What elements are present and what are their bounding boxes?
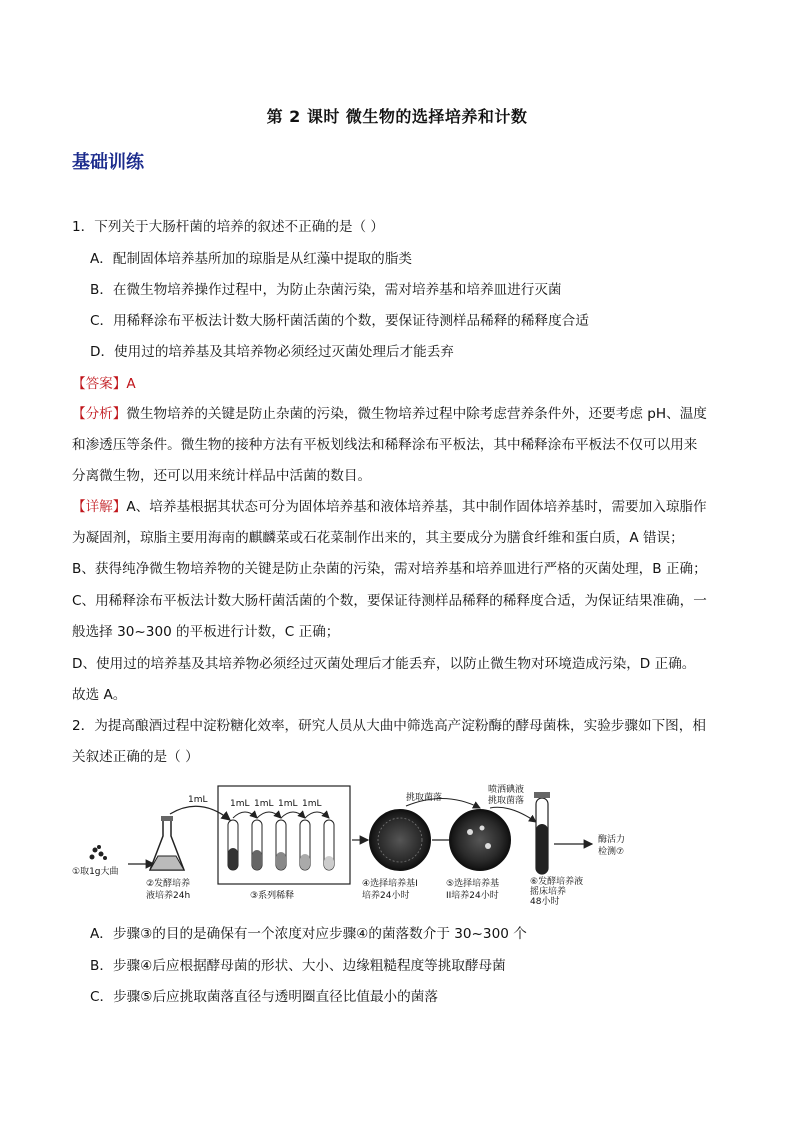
step-4-label-line-1: ④选择培养基I [362, 879, 418, 889]
experiment-diagram [70, 784, 720, 906]
detail-line-5: 般选择 30~300 的平板进行计数，C 正确； [72, 624, 340, 640]
question-2-option-a: A．步骤③的目的是确保有一个浓度对应步骤④的菌落数介于 30~300 个 [90, 926, 527, 942]
detail-text: A、培养基根据其状态可分为固体培养基和液体培养基，其中制作固体培养基时，需要加入琼脂作 [126, 499, 707, 515]
detail-line-2: 为凝固剂，琼脂主要用海南的麒麟菜或石花菜制作出来的，其主要成分为膳食纤维和蛋白质，A 错误； [72, 530, 684, 546]
step-6-label-line-1: ⑥发酵培养液 [530, 877, 584, 887]
dilution-volume-label-1: 1mL [230, 799, 250, 809]
question-2-stem-line-1: 2．为提高酿酒过程中淀粉糖化效率，研究人员从大曲中筛选高产淀粉酶的酵母菌株，实验步骤如下图，相 [72, 718, 706, 734]
analysis-line-2: 和渗透压等条件。微生物的接种方法有平板划线法和稀释涂布平板法，其中稀释涂布平板法不仅可以用来 [72, 437, 698, 453]
detail-tag: 【详解】 [72, 499, 127, 515]
answer-line [72, 375, 136, 393]
petri-dish-2-icon [450, 810, 510, 870]
question-2-option-b: B．步骤④后应根据酵母菌的形状、大小、边缘粗糙程度等挑取酵母菌 [90, 958, 506, 974]
detail-line-6: D、使用过的培养基及其培养物必须经过灭菌处理后才能丢弃，以防止微生物对环境造成污染，D 正确。 [72, 656, 696, 672]
step-2-label-line-2: 液培养24h [146, 891, 191, 901]
daqu-granules-icon [90, 845, 108, 860]
step-7-label-line-1: 酶活力 [598, 835, 626, 845]
section-heading: 基础训练 [72, 152, 144, 173]
pick-colony-label: 挑取菌落 [406, 793, 443, 803]
analysis-text: 微生物培养的关键是防止杂菌的污染，微生物培养过程中除考虑营养条件外，还要考虑 pH、温度 [126, 406, 707, 422]
step-4-label-line-2: 培养24小时 [362, 891, 410, 901]
spray-label-line-2: 挑取菌落 [488, 796, 525, 806]
dilution-volume-label-2: 1mL [254, 799, 274, 809]
detail-line-1 [72, 498, 707, 516]
step-3-label: ③系列稀释 [250, 891, 295, 901]
detail-line-7: 故选 A。 [72, 687, 127, 703]
question-1-option-c: C．用稀释涂布平板法计数大肠杆菌活菌的个数，要保证待测样品稀释的稀释度合适 [90, 313, 589, 329]
analysis-line-1 [72, 405, 707, 423]
question-1-option-a: A．配制固体培养基所加的琼脂是从红藻中提取的脂类 [90, 251, 412, 267]
question-1-option-b: B．在微生物培养操作过程中，为防止杂菌污染，需对培养基和培养皿进行灭菌 [90, 282, 562, 298]
answer-value: A [126, 376, 136, 392]
dilution-tubes [228, 812, 334, 870]
lesson-title: 第 2 课时 微生物的选择培养和计数 [266, 107, 528, 126]
spray-label-line-1: 喷洒碘液 [488, 785, 525, 795]
question-2-stem-line-2: 关叙述正确的是（ ） [72, 749, 199, 765]
step-1-label: ①取1g大曲 [72, 867, 119, 877]
detail-line-3: B、获得纯净微生物培养物的关键是防止杂菌的污染，需对培养基和培养皿进行严格的灭菌处理，B 正确； [72, 561, 707, 577]
question-2-option-c: C．步骤⑤后应挑取菌落直径与透明圈直径比值最小的菌落 [90, 989, 438, 1005]
step-5-label-line-2: II培养24小时 [446, 891, 499, 901]
detail-line-4: C、用稀释涂布平板法计数大肠杆菌活菌的个数，要保证待测样品稀释的稀释度合适，为保证结果准确，一 [72, 593, 707, 609]
step-5-label-line-1: ⑤选择培养基 [446, 879, 500, 889]
transfer-volume-label: 1mL [188, 795, 208, 805]
step-7-label-line-2: 检测⑦ [598, 847, 625, 857]
answer-tag: 【答案】 [72, 376, 127, 392]
question-1-stem: 1．下列关于大肠杆菌的培养的叙述不正确的是（ ） [72, 219, 385, 235]
question-1-option-d: D．使用过的培养基及其培养物必须经过灭菌处理后才能丢弃 [90, 344, 454, 360]
analysis-line-3: 分离微生物，还可以用来统计样品中活菌的数目。 [72, 468, 372, 484]
flask-icon [150, 816, 184, 870]
petri-dish-1-icon [370, 810, 430, 870]
culture-tube-icon [534, 792, 550, 874]
analysis-tag: 【分析】 [72, 406, 127, 422]
step-6-label-line-3: 48小时 [530, 897, 560, 906]
dilution-volume-label-3: 1mL [278, 799, 298, 809]
step-2-label-line-1: ②发酵培养 [146, 879, 191, 889]
step-6-label-line-2: 摇床培养 [530, 887, 567, 897]
dilution-volume-label-4: 1mL [302, 799, 322, 809]
